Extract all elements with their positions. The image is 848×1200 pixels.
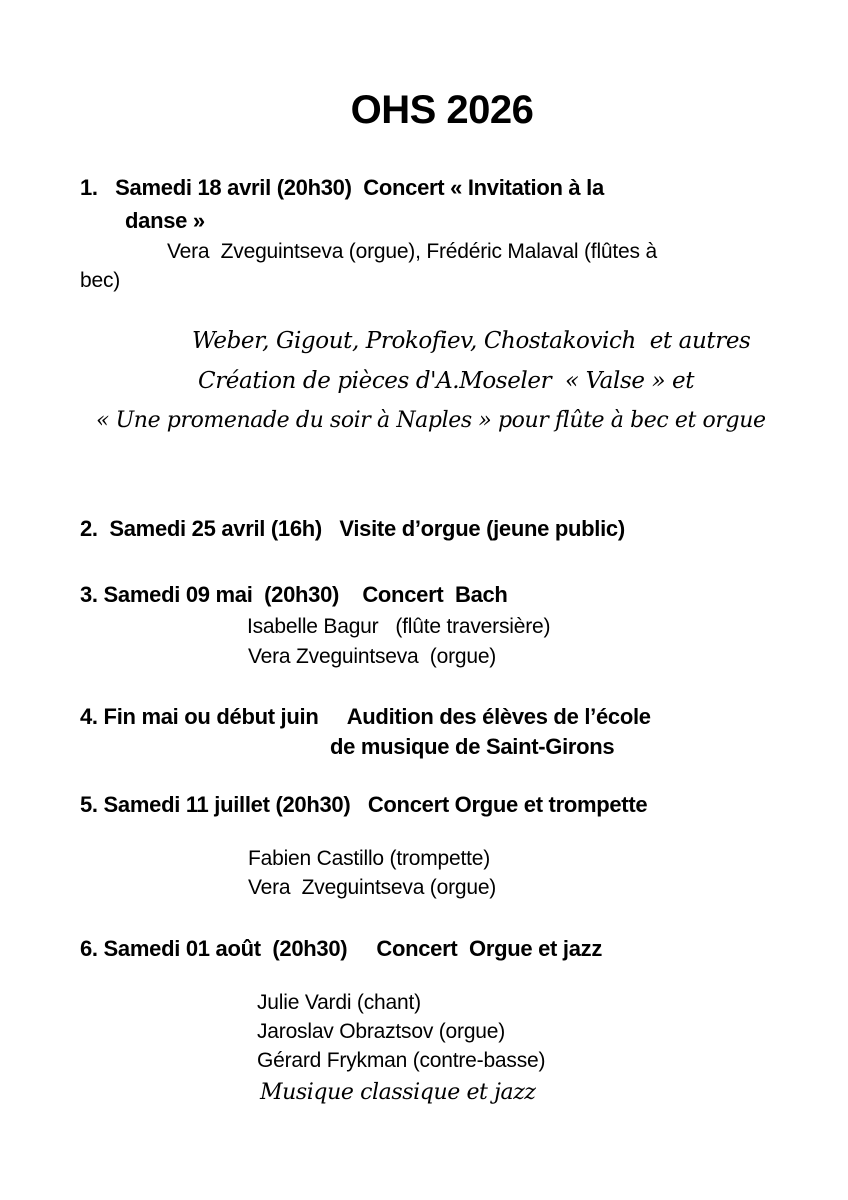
event-3-performer-2: Vera Zveguintseva (orgue) <box>248 645 497 668</box>
event-6-performer-1: Julie Vardi (chant) <box>257 991 421 1014</box>
event-2-heading: 2. Samedi 25 avril (16h) Visite d’orgue (jeune public) <box>80 516 625 541</box>
event-4-heading-line1: 4. Fin mai ou début juin Audition des élèves de l’école <box>80 704 651 729</box>
event-5-performer-2: Vera Zveguintseva (orgue) <box>248 876 497 899</box>
event-1-heading-line1: 1. Samedi 18 avril (20h30) Concert « Invitation à la <box>80 175 604 200</box>
event-1-program-line3: « Une promenade du soir à Naples » pour flûte à bec et orgue <box>96 408 766 433</box>
event-4-heading-line2: de musique de Saint-Girons <box>330 734 615 759</box>
event-6-heading: 6. Samedi 01 août (20h30) Concert Orgue et jazz <box>80 936 603 961</box>
event-1-heading-line2: danse » <box>125 208 205 233</box>
event-1-performers-line2: bec) <box>80 269 121 292</box>
event-1-program-line2: Création de pièces d'A.Moseler « Valse » et <box>198 368 695 394</box>
event-5-heading: 5. Samedi 11 juillet (20h30) Concert Orgue et trompette <box>80 792 648 817</box>
event-1-program-line1: Weber, Gigout, Prokofiev, Chostakovich et autres <box>192 328 751 354</box>
event-5-performer-1: Fabien Castillo (trompette) <box>248 847 491 870</box>
event-3-heading: 3. Samedi 09 mai (20h30) Concert Bach <box>80 582 508 607</box>
page-title: OHS 2026 <box>350 88 534 132</box>
event-6-performer-3: Gérard Frykman (contre-basse) <box>257 1049 546 1072</box>
event-6-performer-2: Jaroslav Obraztsov (orgue) <box>257 1020 506 1043</box>
event-1-performers-line1: Vera Zveguintseva (orgue), Frédéric Malaval (flûtes à <box>167 240 657 263</box>
event-6-program: Musique classique et jazz <box>260 1080 536 1105</box>
event-3-performer-1: Isabelle Bagur (flûte traversière) <box>247 615 551 638</box>
